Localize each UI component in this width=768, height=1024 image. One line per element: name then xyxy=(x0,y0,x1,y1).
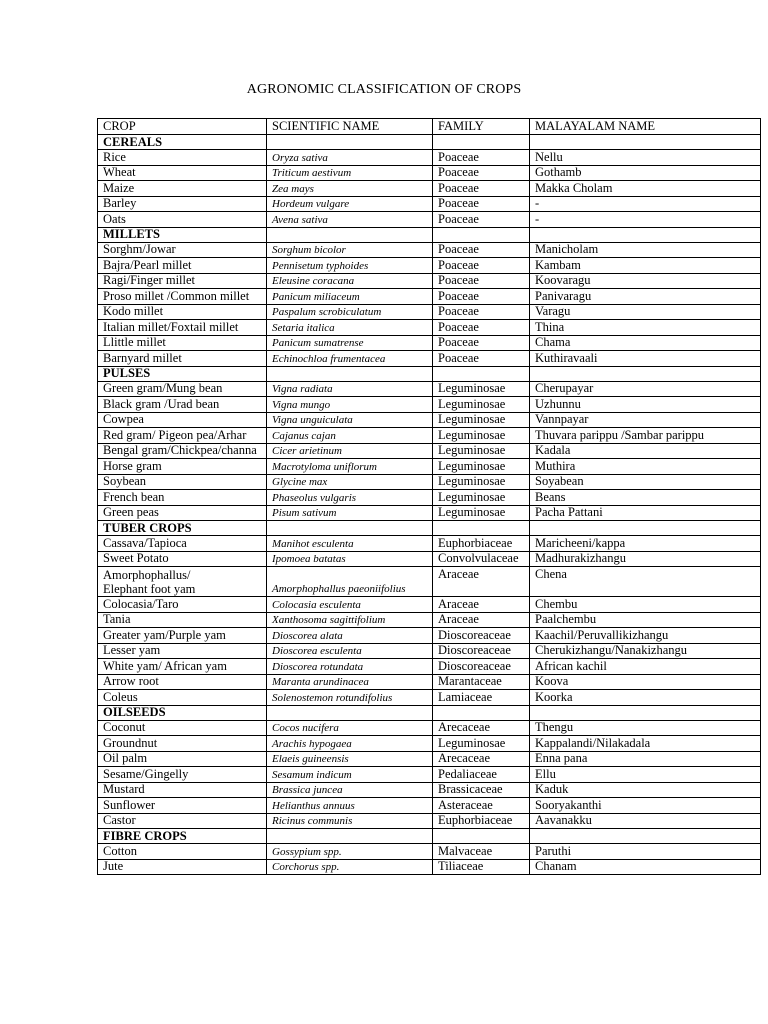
table-row xyxy=(98,289,761,305)
family-cell: Poaceae xyxy=(433,196,530,212)
header-malayalam-name: MALAYALAM NAME xyxy=(530,119,761,135)
scientific-name-cell: Macrotyloma uniflorum xyxy=(267,459,433,475)
category-empty-cell xyxy=(433,521,530,536)
table-row xyxy=(98,212,761,228)
header-family: FAMILY xyxy=(433,119,530,135)
table-row xyxy=(98,767,761,783)
page-title: AGRONOMIC CLASSIFICATION OF CROPS xyxy=(246,82,522,97)
malayalam-name-cell: Thengu xyxy=(530,720,761,736)
table-body xyxy=(98,135,761,875)
malayalam-name-cell: Maricheeni/kappa xyxy=(530,536,761,552)
family-cell: Leguminosae xyxy=(433,397,530,413)
table-row xyxy=(98,813,761,829)
scientific-name-cell: Gossypium spp. xyxy=(267,844,433,860)
table-row xyxy=(98,751,761,767)
scientific-name-cell: Dioscorea rotundata xyxy=(267,659,433,675)
scientific-name-cell: Colocasia esculenta xyxy=(267,597,433,613)
family-cell: Tiliaceae xyxy=(433,859,530,875)
table-row xyxy=(98,428,761,444)
table-row xyxy=(98,536,761,552)
table-row xyxy=(98,273,761,289)
crop-name-cell: Maize xyxy=(98,181,267,197)
scientific-name-cell: Glycine max xyxy=(267,474,433,490)
table-row xyxy=(98,351,761,367)
malayalam-name-cell: Makka Cholam xyxy=(530,181,761,197)
category-row xyxy=(98,227,761,242)
scientific-name-cell: Setaria italica xyxy=(267,320,433,336)
family-cell: Euphorbiaceae xyxy=(433,813,530,829)
crop-name-cell: Barnyard millet xyxy=(98,351,267,367)
category-empty-cell xyxy=(433,705,530,720)
scientific-name-cell: Cicer arietinum xyxy=(267,443,433,459)
category-empty-cell xyxy=(530,135,761,150)
category-row xyxy=(98,705,761,720)
scientific-name-cell: Pisum sativum xyxy=(267,505,433,521)
family-cell: Dioscoreaceae xyxy=(433,628,530,644)
family-cell: Leguminosae xyxy=(433,381,530,397)
category-empty-cell xyxy=(530,521,761,536)
category-empty-cell xyxy=(267,521,433,536)
scientific-name-cell: Arachis hypogaea xyxy=(267,736,433,752)
malayalam-name-cell: Chembu xyxy=(530,597,761,613)
scientific-name-cell: Helianthus annuus xyxy=(267,798,433,814)
crop-name-cell: Castor xyxy=(98,813,267,829)
scientific-name-cell: Sesamum indicum xyxy=(267,767,433,783)
malayalam-name-cell: Ellu xyxy=(530,767,761,783)
malayalam-name-cell: Manicholam xyxy=(530,242,761,258)
family-cell: Poaceae xyxy=(433,258,530,274)
crop-name-cell: Tania xyxy=(98,612,267,628)
family-cell: Araceae xyxy=(433,567,530,597)
crop-name-cell: Mustard xyxy=(98,782,267,798)
crop-name-cell: Sorghm/Jowar xyxy=(98,242,267,258)
scientific-name-cell: Avena sativa xyxy=(267,212,433,228)
category-empty-cell xyxy=(267,227,433,242)
crop-name-cell: Horse gram xyxy=(98,459,267,475)
scientific-name-cell: Manihot esculenta xyxy=(267,536,433,552)
table-row xyxy=(98,720,761,736)
family-cell: Poaceae xyxy=(433,289,530,305)
scientific-name-cell: Dioscorea alata xyxy=(267,628,433,644)
family-cell: Brassicaceae xyxy=(433,782,530,798)
category-empty-cell xyxy=(433,227,530,242)
scientific-name-cell: Panicum sumatrense xyxy=(267,335,433,351)
malayalam-name-cell: Varagu xyxy=(530,304,761,320)
malayalam-name-cell: Kadala xyxy=(530,443,761,459)
category-empty-cell xyxy=(433,829,530,844)
malayalam-name-cell: Kambam xyxy=(530,258,761,274)
crop-name-cell: Rice xyxy=(98,150,267,166)
malayalam-name-cell: Nellu xyxy=(530,150,761,166)
category-empty-cell xyxy=(530,705,761,720)
table-row xyxy=(98,674,761,690)
malayalam-name-cell: Sooryakanthi xyxy=(530,798,761,814)
crop-classification-table xyxy=(97,118,761,875)
malayalam-name-cell: Kuthiravaali xyxy=(530,351,761,367)
table-row xyxy=(98,597,761,613)
category-label: OILSEEDS xyxy=(98,705,267,720)
table-row xyxy=(98,242,761,258)
crop-name-cell: Oats xyxy=(98,212,267,228)
family-cell: Dioscoreaceae xyxy=(433,659,530,675)
table-row xyxy=(98,335,761,351)
family-cell: Malvaceae xyxy=(433,844,530,860)
crop-name-cell: Kodo millet xyxy=(98,304,267,320)
table-row xyxy=(98,798,761,814)
malayalam-name-cell: Gothamb xyxy=(530,165,761,181)
table-row xyxy=(98,628,761,644)
family-cell: Poaceae xyxy=(433,304,530,320)
crop-name-cell: French bean xyxy=(98,490,267,506)
malayalam-name-cell: African kachil xyxy=(530,659,761,675)
category-row xyxy=(98,829,761,844)
malayalam-name-cell: Muthira xyxy=(530,459,761,475)
family-cell: Convolvulaceae xyxy=(433,551,530,567)
table-row xyxy=(98,567,761,597)
family-cell: Asteraceae xyxy=(433,798,530,814)
category-empty-cell xyxy=(530,829,761,844)
table-row xyxy=(98,505,761,521)
crop-name-cell: Cassava/Tapioca xyxy=(98,536,267,552)
crop-name-cell: Cotton xyxy=(98,844,267,860)
malayalam-name-cell: - xyxy=(530,212,761,228)
crop-name-cell: Lesser yam xyxy=(98,643,267,659)
table-row xyxy=(98,150,761,166)
malayalam-name-cell: Pacha Pattani xyxy=(530,505,761,521)
malayalam-name-cell: Enna pana xyxy=(530,751,761,767)
family-cell: Poaceae xyxy=(433,273,530,289)
scientific-name-cell: Brassica juncea xyxy=(267,782,433,798)
malayalam-name-cell: Koorka xyxy=(530,690,761,706)
header-scientific-name: SCIENTIFIC NAME xyxy=(267,119,433,135)
crop-name-cell: Proso millet /Common millet xyxy=(98,289,267,305)
crop-name-cell: Llittle millet xyxy=(98,335,267,351)
family-cell: Poaceae xyxy=(433,165,530,181)
malayalam-name-cell: Chama xyxy=(530,335,761,351)
crop-name-cell: Cowpea xyxy=(98,412,267,428)
malayalam-name-cell: Kaachil/Peruvallikizhangu xyxy=(530,628,761,644)
scientific-name-cell: Paspalum scrobiculatum xyxy=(267,304,433,320)
table-row xyxy=(98,381,761,397)
scientific-name-cell: Pennisetum typhoides xyxy=(267,258,433,274)
scientific-name-cell: Phaseolus vulgaris xyxy=(267,490,433,506)
scientific-name-cell: Oryza sativa xyxy=(267,150,433,166)
table-row xyxy=(98,859,761,875)
scientific-name-cell: Amorphophallus paeoniifolius xyxy=(267,567,433,597)
malayalam-name-cell: Thina xyxy=(530,320,761,336)
scientific-name-cell: Zea mays xyxy=(267,181,433,197)
crop-name-cell: Green peas xyxy=(98,505,267,521)
crop-name-cell: Coleus xyxy=(98,690,267,706)
header-crop: CROP xyxy=(98,119,267,135)
family-cell: Leguminosae xyxy=(433,412,530,428)
family-cell: Euphorbiaceae xyxy=(433,536,530,552)
category-empty-cell xyxy=(433,135,530,150)
scientific-name-cell: Hordeum vulgare xyxy=(267,196,433,212)
scientific-name-cell: Dioscorea esculenta xyxy=(267,643,433,659)
family-cell: Leguminosae xyxy=(433,505,530,521)
family-cell: Leguminosae xyxy=(433,474,530,490)
family-cell: Leguminosae xyxy=(433,443,530,459)
family-cell: Lamiaceae xyxy=(433,690,530,706)
category-empty-cell xyxy=(267,705,433,720)
family-cell: Poaceae xyxy=(433,335,530,351)
family-cell: Araceae xyxy=(433,597,530,613)
family-cell: Leguminosae xyxy=(433,428,530,444)
crop-name-cell: Colocasia/Taro xyxy=(98,597,267,613)
category-empty-cell xyxy=(530,366,761,381)
malayalam-name-cell: Thuvara parippu /Sambar parippu xyxy=(530,428,761,444)
scientific-name-cell: Cocos nucifera xyxy=(267,720,433,736)
crop-name-cell: Arrow root xyxy=(98,674,267,690)
malayalam-name-cell: Beans xyxy=(530,490,761,506)
category-empty-cell xyxy=(530,227,761,242)
malayalam-name-cell: Cherukizhangu/Nanakizhangu xyxy=(530,643,761,659)
table-row xyxy=(98,443,761,459)
table-row xyxy=(98,844,761,860)
table-row xyxy=(98,165,761,181)
table-row xyxy=(98,490,761,506)
malayalam-name-cell: Chena xyxy=(530,567,761,597)
crop-name-cell: Black gram /Urad bean xyxy=(98,397,267,413)
table-row xyxy=(98,412,761,428)
category-row xyxy=(98,521,761,536)
table-row xyxy=(98,782,761,798)
malayalam-name-cell: Soyabean xyxy=(530,474,761,490)
table-row xyxy=(98,258,761,274)
table-row xyxy=(98,397,761,413)
category-empty-cell xyxy=(433,366,530,381)
category-label: FIBRE CROPS xyxy=(98,829,267,844)
crop-name-cell: Jute xyxy=(98,859,267,875)
crop-name-cell: Sesame/Gingelly xyxy=(98,767,267,783)
family-cell: Marantaceae xyxy=(433,674,530,690)
crop-name-cell: Sweet Potato xyxy=(98,551,267,567)
crop-name-cell: Wheat xyxy=(98,165,267,181)
scientific-name-cell: Sorghum bicolor xyxy=(267,242,433,258)
crop-name-cell: Groundnut xyxy=(98,736,267,752)
malayalam-name-cell: Vannpayar xyxy=(530,412,761,428)
scientific-name-cell: Vigna radiata xyxy=(267,381,433,397)
family-cell: Araceae xyxy=(433,612,530,628)
scientific-name-cell: Triticum aestivum xyxy=(267,165,433,181)
crop-name-cell: Italian millet/Foxtail millet xyxy=(98,320,267,336)
scientific-name-cell: Vigna unguiculata xyxy=(267,412,433,428)
malayalam-name-cell: Cherupayar xyxy=(530,381,761,397)
crop-name-cell: Bengal gram/Chickpea/channa xyxy=(98,443,267,459)
family-cell: Pedaliaceae xyxy=(433,767,530,783)
scientific-name-cell: Panicum miliaceum xyxy=(267,289,433,305)
table-row xyxy=(98,459,761,475)
category-label: TUBER CROPS xyxy=(98,521,267,536)
crop-name-cell: Oil palm xyxy=(98,751,267,767)
table-row xyxy=(98,643,761,659)
family-cell: Arecaceae xyxy=(433,720,530,736)
family-cell: Leguminosae xyxy=(433,490,530,506)
scientific-name-cell: Eleusine coracana xyxy=(267,273,433,289)
crop-name-cell: Coconut xyxy=(98,720,267,736)
table-row xyxy=(98,320,761,336)
family-cell: Poaceae xyxy=(433,212,530,228)
category-label: CEREALS xyxy=(98,135,267,150)
malayalam-name-cell: - xyxy=(530,196,761,212)
crop-name-cell: Amorphophallus/ Elephant foot yam xyxy=(98,567,267,597)
malayalam-name-cell: Paruthi xyxy=(530,844,761,860)
table-row xyxy=(98,196,761,212)
scientific-name-cell: Echinochloa frumentacea xyxy=(267,351,433,367)
malayalam-name-cell: Chanam xyxy=(530,859,761,875)
crop-name-cell: Soybean xyxy=(98,474,267,490)
family-cell: Poaceae xyxy=(433,150,530,166)
crop-name-cell: Sunflower xyxy=(98,798,267,814)
scientific-name-cell: Solenostemon rotundifolius xyxy=(267,690,433,706)
table-header-row xyxy=(98,119,761,135)
category-empty-cell xyxy=(267,135,433,150)
malayalam-name-cell: Koova xyxy=(530,674,761,690)
family-cell: Dioscoreaceae xyxy=(433,643,530,659)
family-cell: Poaceae xyxy=(433,320,530,336)
scientific-name-cell: Cajanus cajan xyxy=(267,428,433,444)
category-empty-cell xyxy=(267,829,433,844)
scientific-name-cell: Corchorus spp. xyxy=(267,859,433,875)
table-row xyxy=(98,736,761,752)
table-row xyxy=(98,659,761,675)
crop-name-cell: White yam/ African yam xyxy=(98,659,267,675)
table-row xyxy=(98,474,761,490)
category-empty-cell xyxy=(267,366,433,381)
table-row xyxy=(98,612,761,628)
crop-name-cell: Barley xyxy=(98,196,267,212)
malayalam-name-cell: Panivaragu xyxy=(530,289,761,305)
category-label: PULSES xyxy=(98,366,267,381)
malayalam-name-cell: Madhurakizhangu xyxy=(530,551,761,567)
malayalam-name-cell: Kaduk xyxy=(530,782,761,798)
table-row xyxy=(98,304,761,320)
scientific-name-cell: Elaeis guineensis xyxy=(267,751,433,767)
scientific-name-cell: Ricinus communis xyxy=(267,813,433,829)
malayalam-name-cell: Aavanakku xyxy=(530,813,761,829)
malayalam-name-cell: Koovaragu xyxy=(530,273,761,289)
crop-name-cell: Greater yam/Purple yam xyxy=(98,628,267,644)
table-row xyxy=(98,690,761,706)
crop-name-cell: Red gram/ Pigeon pea/Arhar xyxy=(98,428,267,444)
family-cell: Leguminosae xyxy=(433,459,530,475)
scientific-name-cell: Vigna mungo xyxy=(267,397,433,413)
category-row xyxy=(98,135,761,150)
malayalam-name-cell: Uzhunnu xyxy=(530,397,761,413)
family-cell: Arecaceae xyxy=(433,751,530,767)
family-cell: Poaceae xyxy=(433,242,530,258)
malayalam-name-cell: Paalchembu xyxy=(530,612,761,628)
category-row xyxy=(98,366,761,381)
crop-name-cell: Ragi/Finger millet xyxy=(98,273,267,289)
table-row xyxy=(98,181,761,197)
scientific-name-cell: Ipomoea batatas xyxy=(267,551,433,567)
family-cell: Leguminosae xyxy=(433,736,530,752)
family-cell: Poaceae xyxy=(433,181,530,197)
table-row xyxy=(98,551,761,567)
scientific-name-cell: Xanthosoma sagittifolium xyxy=(267,612,433,628)
family-cell: Poaceae xyxy=(433,351,530,367)
crop-name-cell: Green gram/Mung bean xyxy=(98,381,267,397)
malayalam-name-cell: Kappalandi/Nilakadala xyxy=(530,736,761,752)
category-label: MILLETS xyxy=(98,227,267,242)
scientific-name-cell: Maranta arundinacea xyxy=(267,674,433,690)
crop-name-cell: Bajra/Pearl millet xyxy=(98,258,267,274)
